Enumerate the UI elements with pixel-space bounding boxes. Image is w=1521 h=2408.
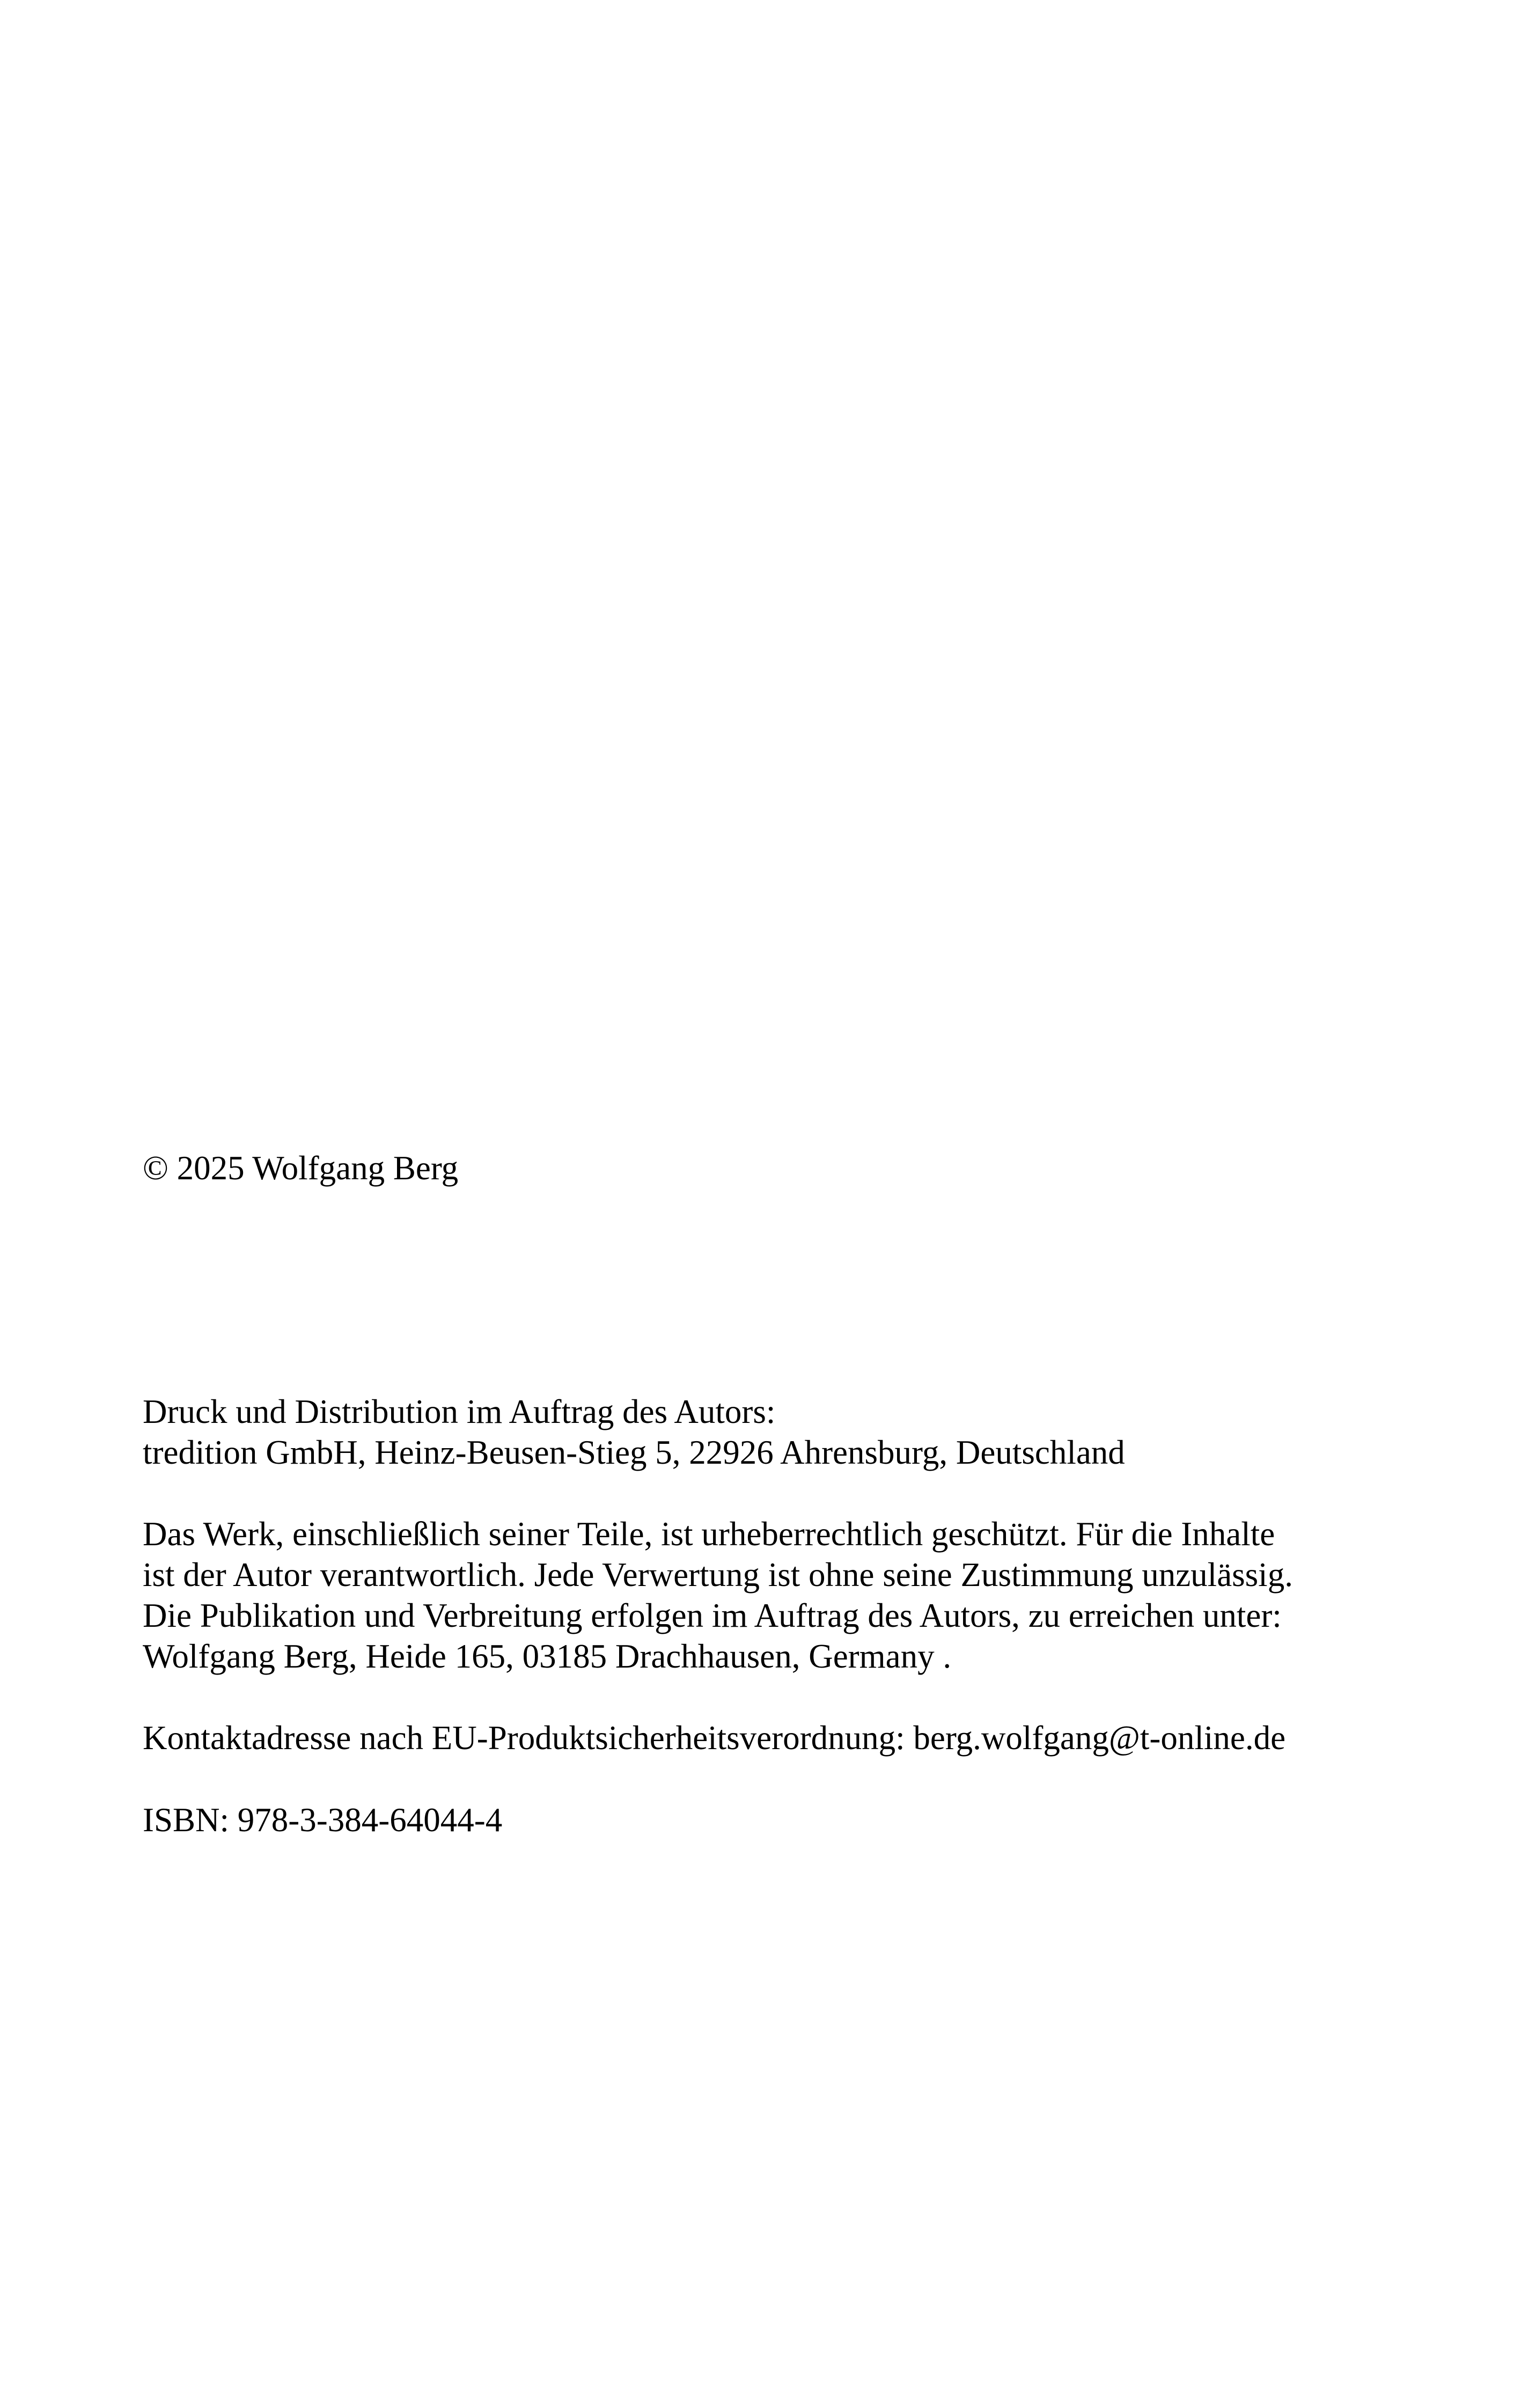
isbn: ISBN: 978-3-384-64044-4 — [143, 1801, 503, 1839]
rights-line-3: Die Publikation und Verbreitung erfolgen im Auftrag des Autors, zu erreichen unter: — [143, 1597, 1282, 1634]
printing-line-2: tredition GmbH, Heinz-Beusen-Stieg 5, 22926 Ahrensburg, Deutschland — [143, 1434, 1125, 1471]
copyright-notice: © 2025 Wolfgang Berg — [143, 1149, 459, 1187]
rights-line-2: ist der Autor verantwortlich. Jede Verwertung ist ohne seine Zustimmung unzulässig. — [143, 1556, 1293, 1594]
printing-line-1: Druck und Distribution im Auftrag des Autors: — [143, 1393, 776, 1430]
rights-line-4: Wolfgang Berg, Heide 165, 03185 Drachhausen, Germany . — [143, 1638, 952, 1675]
rights-line-1: Das Werk, einschließlich seiner Teile, ist urheberrechtlich geschützt. Für die Inhalte — [143, 1515, 1275, 1553]
contact-address: Kontaktadresse nach EU-Produktsicherheitsverordnung: berg.wolfgang@t-online.de — [143, 1719, 1286, 1757]
